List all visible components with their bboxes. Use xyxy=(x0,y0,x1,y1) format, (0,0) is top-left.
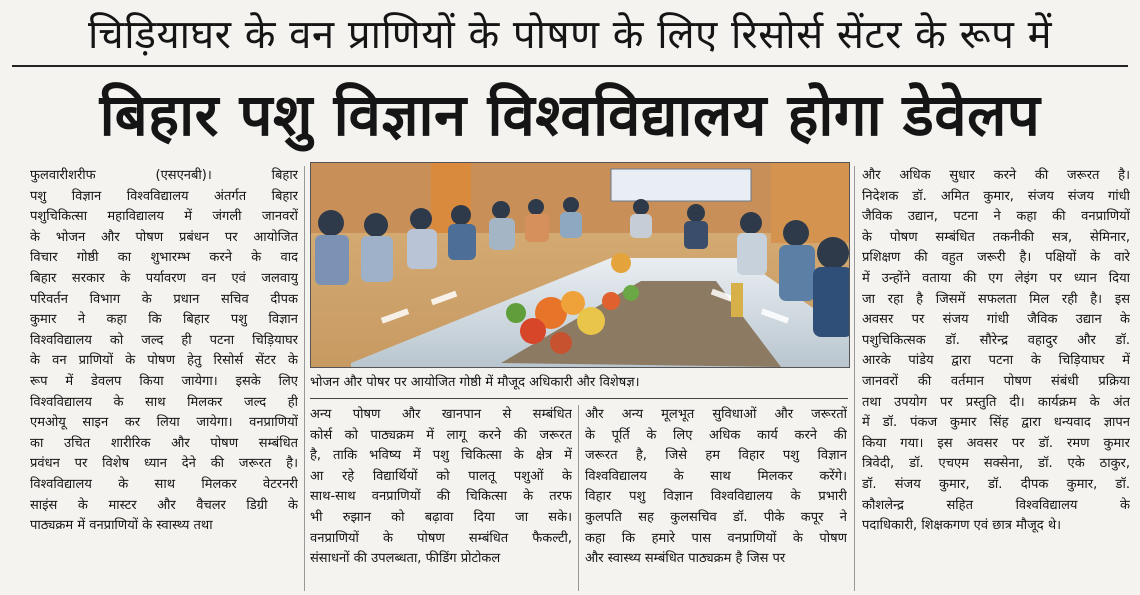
text-line: पशुचिकित्सा महाविद्यालय में जंगली जानवरों xyxy=(30,209,298,225)
text-line: साथ-साथ वनप्राणियों की चिकित्सा के तरफ xyxy=(310,489,572,505)
text-line: जैविक उद्यान, पटना ने कहा की वनप्राणियों xyxy=(862,209,1130,225)
text-line: के पोषण सम्बंधित तकनीकी सत्र, सेमिनार, xyxy=(862,229,1130,245)
caption-divider xyxy=(310,398,848,399)
text-line: अवसर पर संजय गांधी जैविक उद्यान के xyxy=(862,312,1130,328)
text-line: है, ताकि भविष्य में पशु चिकित्सा के क्षेत्र में xyxy=(310,448,572,464)
text-line: पशु विज्ञान विश्वविद्यालय अंतर्गत बिहार xyxy=(30,188,298,204)
text-line: में डॉ. पंकज कुमार सिंह द्वारा धन्यवाद ज्ञापन xyxy=(862,415,1130,431)
text-line: साइंस के मास्टर और वैचलर डिग्री के xyxy=(30,497,298,513)
text-line: त्रिवेदी, डॉ. एचएम सक्सेना, डॉ. एके ठाकुर, xyxy=(862,456,1130,472)
text-line: आरके पांडेय द्वारा पटना के चिड़ियाघर में xyxy=(862,353,1130,369)
article-column-1 xyxy=(30,166,298,537)
kicker-divider xyxy=(12,65,1128,67)
text-line: कुमार ने कहा कि बिहार पशु विज्ञान xyxy=(30,312,298,328)
text-line: में उन्होंने वताया की एग लेइंग पर ध्यान दिया xyxy=(862,270,1130,286)
text-line: विश्वविद्यालय के साथ मिलकर करेंगे। xyxy=(585,468,847,484)
text-line: एमओयू साइन कर लिया जायेगा। वनप्राणियों xyxy=(30,415,298,431)
text-line: कहा कि हमारे पास वनप्राणियों के पोषण xyxy=(585,530,847,546)
main-headline: बिहार पशु विज्ञान विश्वविद्यालय होगा डेवेलप xyxy=(99,81,1041,149)
text-line: पाठ्यक्रम में वनप्राणियों के स्वास्थ्य तथा xyxy=(30,518,213,534)
text-line: तथा उपयोग पर प्रस्तुति दी। कार्यक्रम के अंत xyxy=(862,394,1130,410)
text-line: परिवर्तन विभाग के प्रधान सचिव दीपक xyxy=(30,291,298,307)
text-line: और अन्य मूलभूत सुविधाओं और जरूरतों xyxy=(585,407,847,422)
text-line: बिहार सरकार के पर्यावरण वन एवं जलवायु xyxy=(30,270,298,286)
text-line: कुलपति सह कुलसचिव डॉ. पीके कपूर ने xyxy=(585,509,847,525)
text-line: के भोजन और पोषण प्रबंधन पर आयोजित xyxy=(30,229,298,245)
text-line: के पूर्ति के लिए अधिक कार्य करने की xyxy=(585,427,847,443)
article-column-4 xyxy=(862,166,1130,537)
text-line: पशुचिकित्सक डॉ. सौरेन्द्र वहादुर और डॉ. xyxy=(862,332,1130,348)
article-column-3 xyxy=(585,405,847,570)
text-line: का उचित शारीरिक और पोषण सम्बंधित xyxy=(30,435,298,451)
text-line: विश्वविद्यालय के साथ मिलकर वेटरनरी xyxy=(30,476,298,492)
text-line: जानवरों की वर्तमान पोषण संबंधी प्रक्रिया xyxy=(862,373,1130,389)
text-line: आ रहे विद्यार्थियों को पालतू पशुओं के xyxy=(310,468,572,484)
text-line: प्रवंधन पर विशेष ध्यान देने की जरूरत है। xyxy=(30,456,298,472)
text-line: डॉ. संजय कुमार, डॉ. दीपक कुमार, डॉ. xyxy=(862,476,1130,492)
text-line: निदेशक डॉ. अमित कुमार, संजय संजय गांधी xyxy=(862,188,1130,204)
text-line: किया गया। इस अवसर पर डॉ. रमण कुमार xyxy=(862,435,1130,451)
text-line: कौशलेन्द्र सहित विश्वविद्यालय के xyxy=(862,497,1130,513)
column-divider xyxy=(578,405,579,591)
text-line: विहार पशु विज्ञान विश्वविद्यालय के प्रभारी xyxy=(585,489,847,505)
text-line: फुलवारीशरीफ (एसएनबी)। बिहार xyxy=(30,168,298,183)
column-divider xyxy=(854,166,855,591)
text-line: संसाधनों की उपलब्धता, फीडिंग प्रोटोकल xyxy=(310,551,501,567)
text-line: जा रहा है जिसमें सफलता मिल रही है। इस xyxy=(862,291,1130,307)
text-line: जरूरत है, जिसे हम विहार पशु विज्ञान xyxy=(585,448,847,464)
text-line: वनप्राणियों के पोषण सम्बंधित फैकल्टी, xyxy=(310,530,572,546)
article-column-2 xyxy=(310,405,572,570)
text-line: प्रशिक्षण की वहुत जरूरी है। पक्षियों के वारे xyxy=(862,250,1130,266)
article-photo xyxy=(310,162,850,368)
text-line: विश्वविद्यालय को जल्द ही पटना चिड़ियाघर xyxy=(30,332,298,348)
column-divider xyxy=(304,166,305,591)
photo-caption: भोजन और पोषर पर आयोजित गोष्ठी में मौजूद अधिकारी और विशेषज्ञ। xyxy=(310,375,640,390)
text-line: पदाधिकारी, शिक्षकगण एवं छात्र मौजूद थे। xyxy=(862,518,1062,534)
text-line: और अधिक सुधार करने की जरूरत है। xyxy=(862,168,1130,183)
text-line: कोर्स को पाठ्यक्रम में लागू करने की जरूरत xyxy=(310,427,572,443)
text-line: अन्य पोषण और खानपान से सम्बंधित xyxy=(310,407,572,422)
text-line: रूप में डेवलप किया जायेगा। इसके लिए xyxy=(30,373,298,389)
text-line: विचार गोष्ठी का शुभारम्भ करने के वाद xyxy=(30,250,298,266)
text-line: भी रुझान को बढ़ावा दिया जा सके। xyxy=(310,509,572,525)
text-line: और स्वास्थ्य सम्बंधित पाठ्यक्रम है जिस पर xyxy=(585,551,786,567)
kicker-headline: चिड़ियाघर के वन प्राणियों के पोषण के लिए रिसोर्स सेंटर के रूप में xyxy=(87,12,1053,58)
text-line: के वन प्राणियों के पोषण हेतु रिसोर्स सेंटर के xyxy=(30,353,298,369)
text-line: विश्वविद्यालय के साथ मिलकर जल्द ही xyxy=(30,394,298,410)
